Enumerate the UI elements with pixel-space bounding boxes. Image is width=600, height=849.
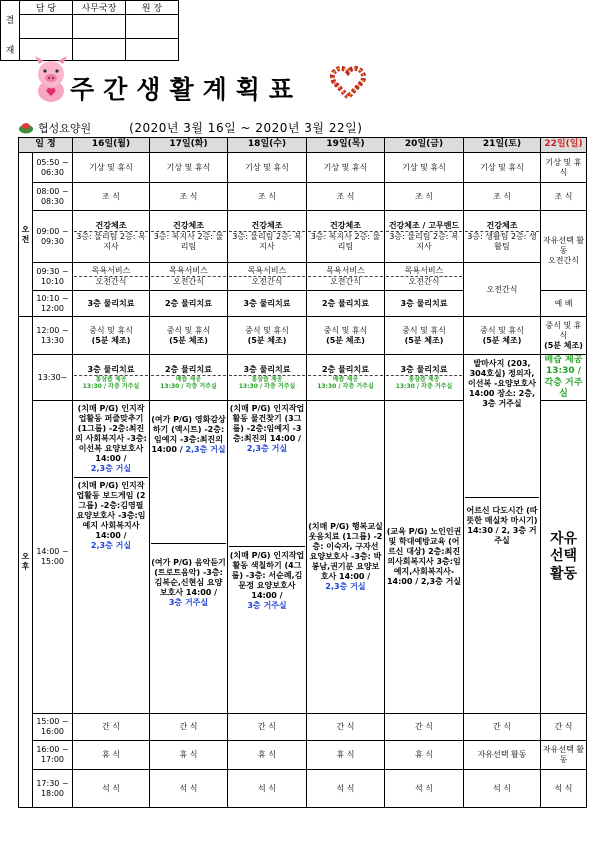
exercise-staff: 3층: 생활팀 2층: 생활팀	[467, 232, 537, 251]
juice-time: 13:30 / 각층 거주실	[82, 383, 140, 390]
rest-cell: 휴 식	[385, 741, 464, 770]
physio-cell: 2층 물리치료	[308, 365, 383, 376]
dinner-cell: 석 식	[385, 770, 464, 808]
sun-free-activity: 자유 선택 활동	[541, 401, 587, 714]
page-title: 주간생활계획표	[70, 75, 303, 104]
stretch-text: (5분 체조)	[404, 335, 444, 345]
mon-program-b: (치매 P/G) 인지작업활동 보드게임 (2그룹) -2층:김영필 요양보호사 -3층:임예지 사회복지사 14:00 / 2,3층 거실	[76, 481, 146, 550]
lunch-text: 중식 및 휴식	[402, 325, 446, 335]
approval-sign-director	[126, 15, 179, 39]
physio-cell: 3층 물리치료	[74, 365, 148, 376]
physio-cell: 2층 물리치료	[307, 291, 385, 317]
sun-snack-am: 오전간식	[548, 255, 579, 265]
time-cell: 12:00 ~ 13:30	[33, 317, 73, 355]
time-cell: 05:50 ~ 06:30	[33, 153, 73, 183]
schedule-period: (2020년 3월 16일 ~ 2020년 3월 22일)	[129, 121, 363, 135]
juice-note: 홍삼즙 제공	[251, 375, 283, 383]
rest-cell: 휴 식	[307, 741, 385, 770]
approval-side-bottom: 재	[1, 39, 20, 61]
day-header-mon: 16일(월)	[73, 138, 150, 153]
physio-cell: 3층 물리치료	[228, 291, 307, 317]
physio-cell: 2층 물리치료	[151, 365, 226, 376]
dinner-cell: 석 식	[307, 770, 385, 808]
juice-note: 배즙 제공	[175, 375, 202, 383]
day-header-sat: 21일(토)	[464, 138, 541, 153]
am-snack: 오전간식	[173, 277, 204, 286]
wake-cell: 기상 및 휴식	[150, 153, 228, 183]
wed-program-b: (치매 P/G) 인지작업활동 색칠하기 (4그룹) -3층: 서순례,김문정 요양보호사 14:00 / 3층 거주실	[229, 551, 305, 610]
exercise-title: 건강체조	[151, 221, 226, 232]
approval-role-director: 원 장	[126, 1, 179, 15]
bath-service: 목욕서비스	[151, 266, 226, 277]
thu-program: (치매 P/G) 행복교실 웃음치료 (1그룹) -2층: 이숙자, 구자선 요양보호사 -3층: 박봉남,권기분 요양보호사 14:00 / 2,3층 거실	[307, 401, 385, 714]
juice-note: 홍삼즙 제공	[95, 375, 127, 383]
juice-time: 13:30 / 각층 거주실	[395, 383, 453, 390]
time-cell: 17:30 ~ 18:00	[33, 770, 73, 808]
lunch-text: 중식 및 휴식	[480, 325, 524, 335]
tue-program-a: (여가 P/G) 영화감상하기 (액시트) -2층:임예지 -3층:최진의 14:00 / 2,3층 거실	[151, 415, 226, 544]
dinner-cell: 석 식	[73, 770, 150, 808]
snack-cell: 간 식	[541, 714, 587, 741]
am-snack: 오전간식	[251, 277, 283, 286]
sat-foot-massage: 발마사지 (203, 304호실) 정의자, 이선복 -요양보호사 14:00 장소: 2층, 3층 거주실	[468, 359, 536, 408]
day-header-tue: 17일(화)	[150, 138, 228, 153]
physio-cell: 3층 물리치료	[229, 365, 305, 376]
wake-cell: 기상 및 휴식	[464, 153, 541, 183]
fri-program: (교육 P/G) 노인인권 및 학대예방교육 (어르신 대상) 2층:최진의사회복지사 3층:임예지,사회복지사- 14:00 / 2,3층 거실	[385, 401, 464, 714]
wake-cell: 기상 및 휴식	[385, 153, 464, 183]
exercise-title: 건강체조	[74, 221, 148, 232]
worship-cell: 예 배	[541, 291, 587, 317]
breakfast-cell: 조 식	[228, 183, 307, 211]
sun-choice: 자유선택 활동	[542, 235, 585, 255]
juice-note: 홍삼즙 제공	[408, 375, 440, 383]
bath-service: 목욕서비스	[308, 266, 383, 277]
am-snack: 오전간식	[330, 277, 361, 286]
stretch-text: (5분 체조)	[326, 335, 365, 345]
dinner-cell: 석 식	[150, 770, 228, 808]
rest-cell: 휴 식	[228, 741, 307, 770]
exercise-title: 건강체조 / 고무밴드	[386, 221, 462, 232]
time-cell: 09:00 ~ 09:30	[33, 211, 73, 263]
wed-program-a: (치매 P/G) 인지작업활동 물건찾기 (3그룹) -2층:임예지 -3층:최진의 14:00 / 2,3층 거실	[229, 404, 305, 547]
choice-cell: 자유선택 활동	[541, 741, 587, 770]
time-cell: 15:00 ~ 16:00	[33, 714, 73, 741]
time-cell: 13:30~	[33, 355, 73, 401]
wake-cell: 기상 및 휴식	[307, 153, 385, 183]
snack-cell: 간 식	[150, 714, 228, 741]
snack-cell: 간 식	[73, 714, 150, 741]
am-snack: 오전간식	[95, 277, 127, 286]
bath-service: 목욕서비스	[74, 266, 148, 277]
tue-program-b: (여가 P/G) 음악듣기 (트로트음악) -3층: 김복순,신현심 요양보호사 14:00 / 3층 거주실	[151, 558, 226, 607]
snack-cell: 간 식	[385, 714, 464, 741]
exercise-staff: 3층: 복지사 2층: 물리팀	[153, 232, 224, 251]
lunch-text: 중식 및 휴식	[166, 325, 211, 335]
mon-program-a: (치매 P/G) 인지작업활동 퍼즐맞추기 (1그룹) -2층:최진의 사회복지사 -3층:이선복 요양보호사 14:00 / 2,3층 거실	[74, 404, 148, 478]
pm-label: 오후	[19, 317, 33, 808]
corner-header: 일 정	[19, 138, 73, 153]
day-header-wed: 18일(수)	[228, 138, 307, 153]
stretch-text: (5분 체조)	[247, 335, 287, 345]
exercise-title: 건강체조	[465, 221, 539, 232]
time-cell: 08:00 ~ 08:30	[33, 183, 73, 211]
rest-cell: 휴 식	[73, 741, 150, 770]
time-cell: 09:30 ~ 10:10	[33, 263, 73, 291]
day-header-sun: 22일(일)	[541, 138, 587, 153]
weekly-schedule-table	[18, 137, 587, 808]
lunch-text: 중식 및 휴식	[545, 320, 582, 340]
stretch-text: (5분 체조)	[482, 335, 522, 345]
breakfast-cell: 조 식	[307, 183, 385, 211]
physio-cell: 3층 물리치료	[385, 291, 464, 317]
lunch-text: 중식 및 휴식	[245, 325, 289, 335]
day-header-thu: 19일(목)	[307, 138, 385, 153]
am-snack: 오전간식	[408, 277, 440, 286]
lunch-text: 중식 및 휴식	[89, 325, 133, 335]
dinner-cell: 석 식	[464, 770, 541, 808]
stretch-text: (5분 체조)	[544, 340, 583, 350]
breakfast-cell: 조 식	[150, 183, 228, 211]
approval-side-top: 결	[1, 1, 20, 39]
stretch-text: (5분 체조)	[91, 335, 131, 345]
sat-am-snack: 오전간식	[464, 263, 541, 317]
juice-note: 배즙 제공	[332, 375, 359, 383]
approval-box	[0, 0, 179, 61]
snack-cell: 간 식	[228, 714, 307, 741]
exercise-staff: 3층: 물리팀 2층: 복지사	[76, 232, 146, 251]
physio-cell: 3층 물리치료	[73, 291, 150, 317]
sat-tea-time: 어르신 다도시간 (따뜻한 매실차 마시기) 14:30 / 2, 3층 거주실	[465, 497, 539, 546]
day-header-fri: 20일(금)	[385, 138, 464, 153]
exercise-staff: 3층: 물리팀 2층: 복지사	[232, 232, 302, 251]
wake-cell: 기상 및 휴식	[541, 153, 587, 183]
approval-sign-manager	[20, 15, 73, 39]
exercise-staff: 3층: 복지사 2층: 물리팀	[310, 232, 381, 251]
dinner-cell: 석 식	[541, 770, 587, 808]
pig-mascot-image	[30, 56, 72, 104]
breakfast-cell: 조 식	[541, 183, 587, 211]
juice-time: 13:30 / 각층 거주실	[317, 383, 374, 390]
breakfast-cell: 조 식	[464, 183, 541, 211]
time-cell: 10:10 ~ 12:00	[33, 291, 73, 317]
rest-cell: 휴 식	[150, 741, 228, 770]
physio-cell: 2층 물리치료	[150, 291, 228, 317]
bath-service: 목욕서비스	[229, 266, 305, 277]
facility-name: 협성요양원	[38, 121, 92, 135]
wake-cell: 기상 및 휴식	[228, 153, 307, 183]
snack-cell: 간 식	[464, 714, 541, 741]
approval-role-secretary: 사무국장	[73, 1, 126, 15]
heart-wreath-image	[330, 64, 366, 100]
breakfast-cell: 조 식	[385, 183, 464, 211]
approval-role-manager: 담 당	[20, 1, 73, 15]
bath-service: 목욕서비스	[386, 266, 462, 277]
physio-cell: 3층 물리치료	[386, 365, 462, 376]
dinner-cell: 석 식	[228, 770, 307, 808]
lunch-text: 중식 및 휴식	[323, 325, 368, 335]
snack-cell: 간 식	[307, 714, 385, 741]
breakfast-cell: 조 식	[73, 183, 150, 211]
choice-cell: 자유선택 활동	[464, 741, 541, 770]
wake-cell: 기상 및 휴식	[73, 153, 150, 183]
approval-sign-secretary	[73, 15, 126, 39]
exercise-staff: 3층: 물리팀 2층: 복지사	[389, 232, 459, 251]
sun-juice: 배즙 제공 13:30 / 각층 거주실	[541, 355, 587, 401]
stretch-text: (5분 체조)	[169, 335, 208, 345]
time-cell: 14:00 ~ 15:00	[33, 401, 73, 714]
juice-time: 13:30 / 각층 거주실	[160, 383, 217, 390]
exercise-title: 건강체조	[229, 221, 305, 232]
am-label: 오전	[19, 153, 33, 317]
time-cell: 16:00 ~ 17:00	[33, 741, 73, 770]
facility-logo-icon	[18, 122, 34, 134]
juice-time: 13:30 / 각층 거주실	[238, 383, 296, 390]
exercise-title: 건강체조	[308, 221, 383, 232]
